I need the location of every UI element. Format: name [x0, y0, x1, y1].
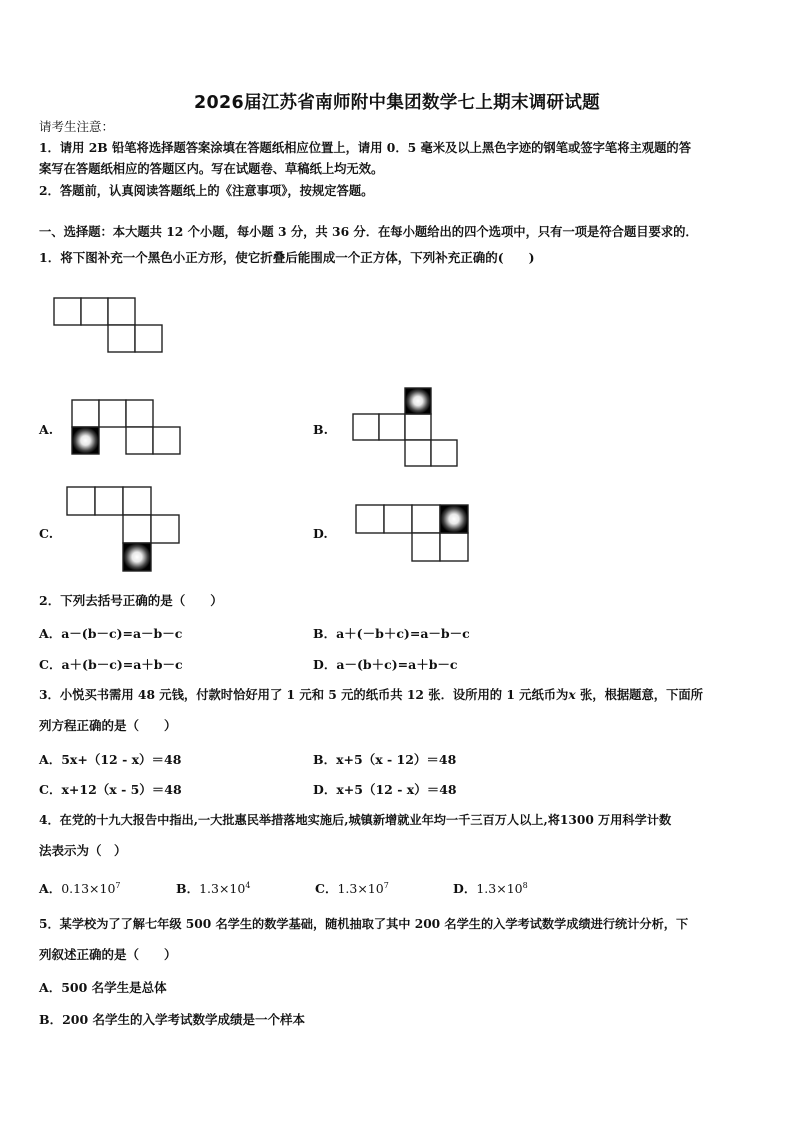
- net-square: [135, 325, 162, 352]
- section-heading: 一、选择题：本大题共 12 个小题，每小题 3 分，共 36 分．在每小题给出的四个选项中，只有一项是符合题目要求的．: [39, 224, 698, 239]
- q3-stem-line1: [39, 687, 703, 703]
- net-square: [440, 533, 468, 561]
- black-square-added: [72, 427, 99, 454]
- net-square: [153, 427, 180, 454]
- q3-option-b: B．x+5（x - 12）＝48: [313, 752, 457, 767]
- black-square-added: [440, 505, 468, 533]
- net-square: [81, 298, 108, 325]
- net-square: [67, 487, 95, 515]
- q2-option-c: C．a＋(b－c)=a＋b－c: [39, 657, 183, 672]
- q3-option-c: C．x+12（x - 5）＝48: [39, 782, 182, 797]
- q4-option-b-value: 1.3×10: [199, 881, 246, 896]
- q4-option-c-value: 1.3×10: [337, 881, 384, 896]
- q2-stem: 2．下列去括号正确的是（ ）: [39, 593, 223, 608]
- notice-line-1b: 案写在答题纸相应的答题区内。写在试题卷、草稿纸上均无效。: [39, 161, 384, 176]
- q4-option-c-exponent: 7: [383, 880, 389, 890]
- q4-option-d-exponent: 8: [522, 880, 528, 890]
- net-square: [126, 400, 153, 427]
- notice-heading: 请考生注意：: [39, 119, 115, 134]
- notice-line-2: 2．答题前，认真阅读答题纸上的《注意事项》，按规定答题。: [39, 183, 374, 198]
- net-square: [353, 414, 379, 440]
- q4-stem-line2: 法表示为（ ）: [39, 843, 127, 858]
- q1-option-d-figure: [356, 505, 471, 565]
- q4-option-a-value: 0.13×10: [61, 881, 116, 896]
- q1-net-figure: [54, 298, 166, 354]
- q4-option-a-label: A．: [39, 881, 62, 896]
- q3-stem-line2: 列方程正确的是（ ）: [39, 718, 177, 733]
- net-square: [356, 505, 384, 533]
- q3-option-a: A．5x+（12 - x）＝48: [39, 752, 182, 767]
- net-square: [54, 298, 81, 325]
- net-square: [99, 400, 126, 427]
- net-square: [151, 515, 179, 543]
- q2-option-a: A．a－(b－c)=a－b－c: [39, 626, 183, 641]
- q5-stem-line2: 列叙述正确的是（ ）: [39, 947, 177, 962]
- q1-option-a-label: A.: [39, 422, 54, 437]
- q1-stem: 1．将下图补充一个黑色小正方形，使它折叠后能围成一个正方体，下列补充正确的( ): [39, 250, 535, 265]
- q3-option-d: D．x+5（12 - x）＝48: [313, 782, 457, 797]
- q4-option-b-exponent: 4: [245, 880, 251, 890]
- q4-option-c-label: C．: [315, 881, 338, 896]
- q1-option-b-figure: [353, 388, 459, 468]
- notice-line-1a: 1．请用 2B 铅笔将选择题答案涂填在答题纸相应位置上，请用 0．5 毫米及以上黑色字迹的钢笔或签字笔将主观题的答: [39, 140, 691, 155]
- black-square-added: [405, 388, 431, 414]
- black-square-added: [123, 543, 151, 571]
- net-square: [95, 487, 123, 515]
- net-square: [379, 414, 405, 440]
- net-square: [126, 427, 153, 454]
- q5-stem-line1: 5．某学校为了了解七年级 500 名学生的数学基础，随机抽取了其中 200 名学生的入学考试数学成绩进行统计分析，下: [39, 917, 689, 931]
- q4-option-b: [176, 879, 250, 897]
- q4-option-a-exponent: 7: [115, 880, 121, 890]
- q5-option-a: A．500 名学生是总体: [39, 980, 167, 995]
- q4-option-c: [315, 879, 389, 897]
- q3-variable: x: [568, 687, 576, 702]
- net-square: [405, 440, 431, 466]
- q4-option-d-label: D．: [453, 881, 477, 896]
- q3-stem-text: 3．小悦买书需用 48 元钱，付款时恰好用了 1 元和 5 元的纸币共 12 张．设所用的 1 元纸币为: [39, 687, 569, 702]
- net-square: [431, 440, 457, 466]
- q4-option-d-value: 1.3×10: [476, 881, 523, 896]
- net-square: [72, 400, 99, 427]
- net-square: [108, 325, 135, 352]
- net-square: [123, 515, 151, 543]
- net-square: [412, 505, 440, 533]
- q1-option-b-label: B.: [313, 422, 328, 437]
- q1-option-a-figure: [72, 400, 184, 456]
- q1-option-c-label: C.: [39, 526, 54, 541]
- q4-stem-line1: 4．在党的十九大报告中指出,一大批惠民举措落地实施后,城镇新增就业年均一千三百万人以上,将1300 万用科学计数: [39, 813, 672, 827]
- net-square: [123, 487, 151, 515]
- net-square: [412, 533, 440, 561]
- q1-option-d-label: D.: [313, 526, 328, 541]
- q4-option-b-label: B．: [176, 881, 200, 896]
- net-square: [384, 505, 412, 533]
- q3-stem-text-b: 张，根据题意，下面所: [575, 687, 703, 702]
- q2-option-d: D．a－(b＋c)=a＋b－c: [313, 657, 458, 672]
- net-square: [108, 298, 135, 325]
- q4-option-a: [39, 879, 121, 897]
- q4-option-d: [453, 879, 528, 897]
- net-square: [405, 414, 431, 440]
- q1-option-c-figure: [67, 487, 182, 572]
- q2-option-b: B．a＋(－b＋c)=a－b－c: [313, 626, 470, 641]
- page-title: 2026届江苏省南师附中集团数学七上期末调研试题: [194, 93, 600, 113]
- q5-option-b: B．200 名学生的入学考试数学成绩是一个样本: [39, 1012, 306, 1027]
